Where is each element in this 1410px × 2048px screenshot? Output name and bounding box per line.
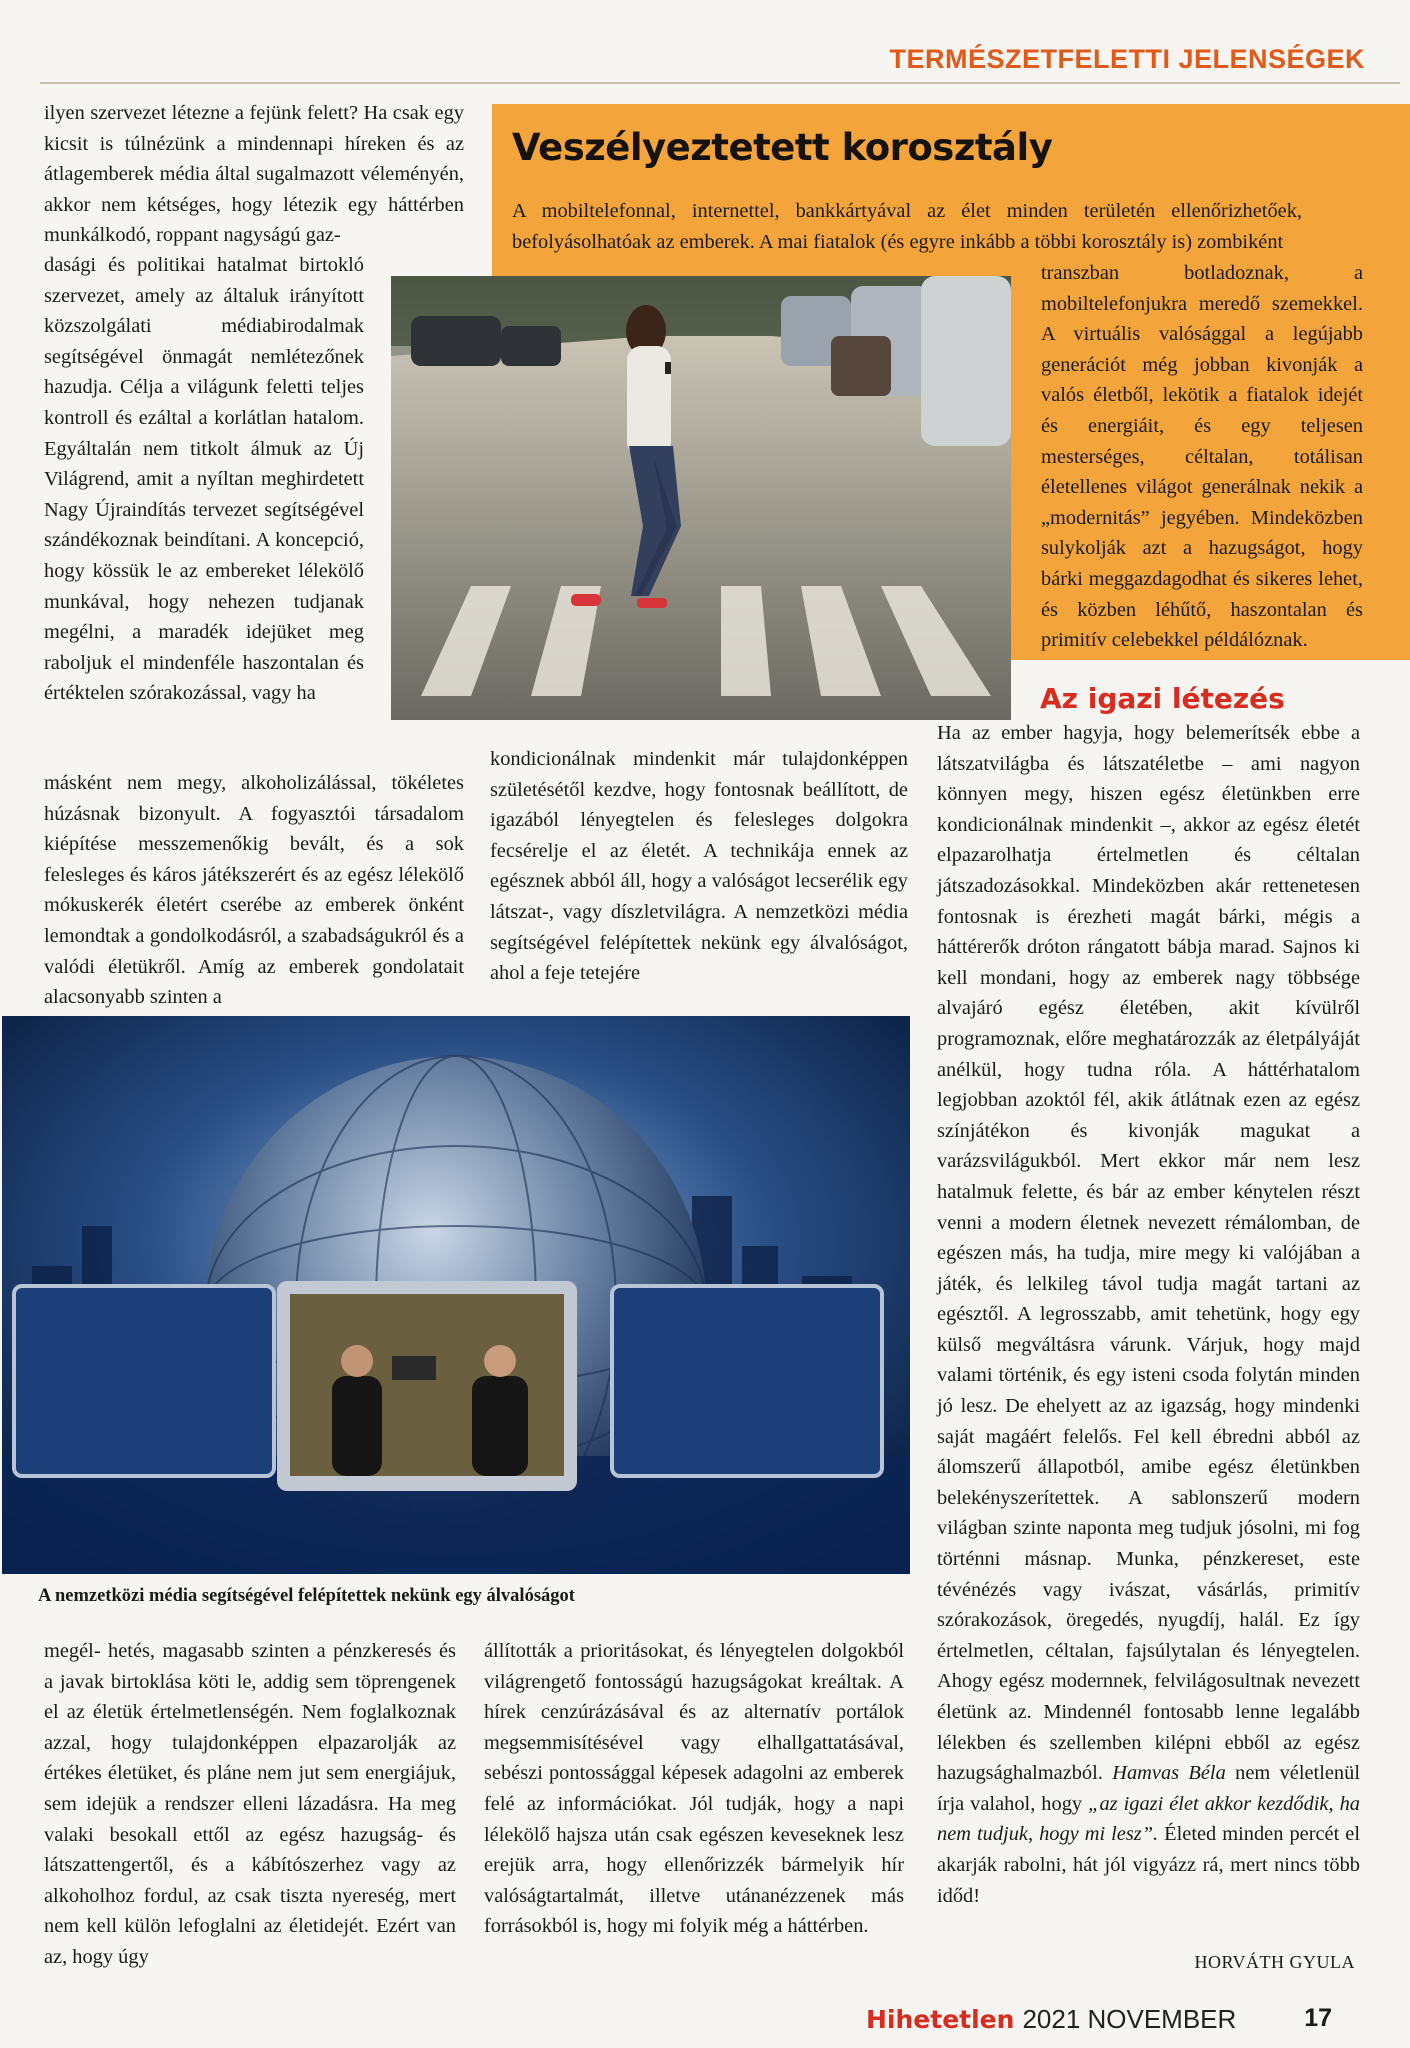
box-text: transzban botladoznak, a mobiltelefonjukra meredő szemekkel. A virtuális valósággal a legújabb generációt még jobban kivonják a valós életből, lekötik a fiatalok idejét és energiáit, és egy teljesen mesterséges, céltalan, totálisan életellenes világot generálnak nekik a „modernitás” jegyében. Mindeközben sulykolják azt a hazugságot, hogy bárki meggazdagodhat és sikeres lehet, és közben léhűtő, haszontalan és primitív celebekkel példálóznak. — [1041, 262, 1363, 652]
page-number: 17 — [1304, 2004, 1332, 2032]
paragraph: másként nem megy, alkoholizálással, tökéletes húzásnak bizonyult. A fogyasztói társadalom kiépítése messzemenőkig bevált, és a sok felesleges és káros játékszerért és az egész lélekölő mókuskerék életért cserébe az emberek önként lemondtak a gondolkodásról, a szabadságukról és a valódi életükről. Amíg az emberek gondolatait alacsonyabb szinten a — [44, 772, 464, 1009]
paragraph: ilyen szervezet létezne a fejünk felett? Ha csak egy kicsit is túlnézünk a mindennapi híreken és az átlagemberek média által sugalmazott véleményén, akkor nem kétséges, hogy létezik egy háttérben munkálkodó, roppant nagyságú gaz- — [44, 102, 464, 247]
magazine-name: Hihetetlen — [866, 2005, 1015, 2034]
column-1-bottom — [44, 768, 464, 1013]
issue-date: 2021 NOVEMBER — [1022, 2004, 1237, 2034]
paragraph-text: nem véletlenül írja valahol, hogy — [937, 1762, 1360, 1815]
street-photo — [391, 276, 1011, 720]
column-2-lower — [484, 1636, 904, 1942]
media-globe-photo — [2, 1016, 910, 1574]
paragraph — [937, 718, 1360, 1911]
author-name: Hamvas Béla — [1112, 1762, 1226, 1785]
paragraph-text: Életed minden percét el akarják rabolni, hát jól vigyázz rá, mert nincs több időd! — [937, 1823, 1360, 1907]
footer — [866, 2004, 1236, 2035]
box-lead: A mobiltelefonnal, internettel, bankkártyával az élet minden területén ellenőrizhetőek, befolyásolhatóak az emberek. A mai fiatalok (és egyre inkább a többi korosztály is) zombiként — [512, 200, 1302, 253]
paragraph: megél- hetés, magasabb szinten a pénzkeresés és a javak birtoklása köti le, addig sem töprengenek el az életük értelmetlenségén. Nem foglalkoznak azzal, hogy tulajdonképpen elpazarolják az értékes életüket, és pláne nem jut sem energiájuk, sem idejük a rendszer elleni lázadásra. Ha meg valaki besokall ettől az egész hazugság- és látszattengertől, és a kábítószerhez vagy az alkoholhoz fordul, az csak tiszta nyereség, mert nem kell külön lefoglalni az életidejét. Ezért van az, hogy úgy — [44, 1640, 456, 1968]
paragraph: kondicionálnak mindenkit már tulajdonképpen születésétől kezdve, hogy fontosnak beállított, de igazából lényegtelen és felesleges dolgokra fecsérelje el az életét. A technikája ennek az egésznek abból áll, hogy a valóságot lecserélik egy látszat-, vagy díszletvilágra. A nemzetközi média segítségével felépítettek nekünk egy álvalóságot, ahol a feje tetejére — [490, 748, 908, 985]
paragraph: állították a prioritásokat, és lényegtelen dolgokból világrengető fontosságú hazugságokat kreáltak. A hírek cenzúrázásával és az alternatív portálok megsemmisítésével vagy elhallgattatásával, sebészi pontossággal képesek adagolni az emberek felé az információkat. Jól tudják, hogy a napi lélekölő hajsza után csak egészen keveseknek lesz erejük arra, hogy ellenőrizzék bármelyik hír valóságtartalmát, illetve utánanézzenek más forrásokból is, hogy mi folyik még a háttérben. — [484, 1640, 904, 1938]
column-1-top — [44, 98, 464, 251]
box-title: Veszélyeztetett korosztály — [512, 126, 1053, 169]
column-1-lower — [44, 1636, 456, 1973]
column-1-narrow — [44, 250, 364, 709]
image-caption: A nemzetközi média segítségével felépítettek nekünk egy álvalóságot — [38, 1586, 575, 1606]
paragraph: dasági és politikai hatalmat birtokló szervezet, amely az általuk irányított közszolgálati médiabirodalmak segítségével önmagát nemlétezőnek hazudja. Célja a világunk feletti teljes kontroll és ezáltal a korlátlan hatalom. Egyáltalán nem titkolt álmuk az Új Világrend, amit a nyíltan meghirdetett Nagy Újraindítás tervezet segítségével szándékoznak beindítani. A koncepció, hogy kössük le az embereket lélekölő munkával, hogy nehezen tudjanak megélni, a maradék idejüket meg raboljuk el mindenféle haszontalan és értéktelen szórakozással, vagy ha — [44, 254, 364, 705]
quote: „az igazi élet akkor kezdődik, ha nem tudjuk, hogy mi lesz”. — [937, 1792, 1360, 1846]
column-2-middle — [490, 744, 908, 989]
header-divider — [40, 82, 1400, 84]
column-3 — [937, 718, 1360, 1911]
author-byline: HORVÁTH GYULA — [1194, 1952, 1355, 1972]
subheading: Az igazi létezés — [1040, 682, 1285, 715]
section-title: TERMÉSZETFELETTI JELENSÉGEK — [889, 44, 1365, 74]
paragraph-text: Ha az ember hagyja, hogy belemerítsék ebbe a látszatvilágba és látszatéletbe – ami nagyon könnyen megy, hiszen egész életünkben erre kondicionálnak mindenkit –, akkor az egész életét elpazarolhatja értelmetlen és céltalan játszadozásokkal. Mindeközben akár rettenetesen fontosnak is érezheti magát bárki, mégis a háttérerők dróton rángatott bábja marad. Sajnos ki kell mondani, hogy az emberek nagy többsége alvajáró egész életében, akit kívülről programoznak, előre meghatározzák az életpályáját anélkül, hogy tudna róla. A háttérhatalom legjobban azoktól fél, akik átlátnak ezen az egész színjátékon és kivonják magukat a varázsvilágukból. Mert ekkor már nem lesz hatalmuk felette, és bár az ember kénytelen részt venni a modern életnek nevezett rémálomban, de egészen más, ha tudja, mire megy ki valójában a játék, és lelkileg távol tudja magát tartani az egésztől. A legrosszabb, amit tehetünk, hogy egy külső megváltásra várunk. Várjuk, hogy majd valami történik, és egy isteni csoda folytán minden jó lesz. De ehelyett az az igazság, hogy mindenki saját magáért felelős. Fel kell ébredni abból az álomszerű állapotból, amibe egész életünkben belekényszerítettek. A sablonszerű modern világban szinte naponta meg tudjuk jósolni, mi fog történni másnap. Munka, pénzkereset, este tévénézés vagy ivászat, vásárlás, primitív szórakozások, öregedés, nyugdíj, halál. Ez így értelmetlen, céltalan, fajsúlytalan és lényegtelen. Ahogy egész modernnek, felvilágosultnak nevezett életünk az. Mindennél fontosabb lenne legalább lélekben és szellemben kilépni ebből az egész hazugsághalmazból. — [937, 722, 1360, 1785]
